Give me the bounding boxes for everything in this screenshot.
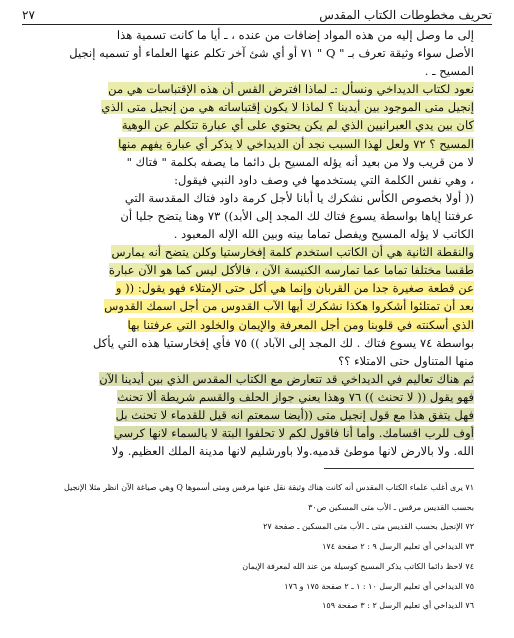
paragraph [36, 153, 474, 243]
paragraph [36, 80, 474, 152]
text-line: منها المتناول حتى الامتلاء ؟؟ [338, 353, 474, 368]
text-line: الأصل سواء وثيقة تعرف بـ " Q " ٧١ أو أي شئ آخر تكلم عنها العلماء أو تسميه إنجيل [69, 46, 474, 61]
footnote: ٧٤ لاحظ دائما الكاتب يذكر المسيح كوسيلة من عند الله لمعرفة الإيمان [242, 561, 474, 571]
footnote: ٧٣ الديداخي أي تعليم الرسل ٩ : ٢ صفحة ١٧٤ [322, 542, 474, 552]
footnote-separator [324, 468, 474, 469]
page-header [22, 6, 492, 25]
text-line: فهل يتفق هذا مع قول إنجيل متى ((أيضا سمعتم انه قيل للقدماء لا تحنث بل [115, 407, 474, 422]
footnote: ٧٦ الديداخي أي تعليم الرسل ٢ : ٣ صفحة ١٥٩ [322, 601, 474, 611]
text-line: لا من قريب ولا من بعيد أنه يؤله المسيح بل دائما ما يصفه بكلمة " فتاك " [126, 154, 474, 169]
text-line: نعود لكتاب الديداخي ونسأل :ـ لماذا افترض القس أن هذه الإقتباسات هي من [108, 82, 474, 97]
text-line: بواسطة ٧٤ يسوع فتاك . لك المجد إلى الآباد )) ٧٥ فأي إفخارستيا هذه التي يأكل [93, 335, 474, 350]
text-line: الذي أسكنته في قلوبنا ومن أجل المعرفة والإيمان والخلود التي عرفتنا بها [127, 317, 474, 332]
body-text [36, 26, 474, 460]
footnote: بحسب القديس مرقس ـ الأب متى المسكين ص٣٠ [308, 502, 474, 512]
text-line: إلى ما وصل إليه من هذه المواد إضافات من عنده ، ـ أيا ما كانت تسمية هذا [116, 28, 474, 42]
footnotes [40, 478, 474, 616]
text-line: الله. ولا بالارض لانها موطئ قدميه.ولا باورشليم لانها مدينة الملك العظيم. ولا [111, 444, 474, 459]
text-line: عرفتنا إياها بواسطة يسوع فتاك لك المجد إلى الأبد)) ٧٣ وهنا يتضح جليا أن [120, 208, 474, 223]
paragraph [36, 442, 474, 460]
text-line: كان بين يدي العبرانيين الذي لم يكن يحتوي على أي عبارة تتكلم عن الوهية [121, 118, 474, 133]
text-line: الكاتب لا يؤله المسيح ويفصل تماما بينه وبين الله الإله المعبود . [173, 227, 474, 242]
footnote: ٧١ يرى أغلب علماء الكتاب المقدس أنه كانت هناك وثيقة نقل عنها مرقس ومتى أسموها Q وهي صياغة الآن انظر مثلا الإنجيل [64, 483, 474, 492]
text-line: ثم هناك تعاليم في الديداخي قد تتعارض مع الكتاب المقدس الذي بين أيدينا الآن [99, 371, 474, 386]
text-line: عن قطعة صغيرة جدا من القربان وإنما هي أكل حتى الإمتلاء فهو يقول: (( و [115, 281, 474, 296]
footnote: ٧٢ الإنجيل بحسب القديس متى ـ الأب متى المسكين ـ صفحة ٢٧ [263, 522, 474, 532]
paragraph [36, 243, 474, 333]
text-line: فهو يقول (( لا تحنث )) ٧٦ وهذا يعني جواز الحلف والقسم شريطة ألا تحنث [117, 389, 474, 404]
text-line: بعد أن تمتلئوا أشكروا هكذا نشكرك أيها الآب القدوس من أجل اسمك القدوس [104, 299, 474, 314]
text-line: طقسا مختلفا تماما عما تمارسه الكنيسة الآن ، فالأكل ليس كما هو الآن عبارة [108, 263, 474, 278]
footnote: ٧٥ الديداخي أي تعليم الرسل ١٠ : ١ ـ ٢ صفحة ١٧٥ و ١٧٦ [284, 581, 474, 591]
paragraph [36, 26, 474, 80]
text-line: المسيح ـ . [424, 64, 474, 79]
running-title: تحريف مخطوطات الكتاب المقدس [319, 8, 492, 22]
paragraph [36, 370, 474, 442]
text-line: المسيح ؟ ٧٢ ولعل لهذا السبب نجد أن الديداخي لا يذكر أي عبارة يفهم منها [118, 136, 474, 151]
text-line: أوف للرب اقسامك. وأما أنا فاقول لكم لا تحلفوا البتة لا بالسماء لانها كرسي [113, 426, 474, 441]
text-line: إنجيل متى الموجود بين أيدينا ؟ لماذا لا يكون إقتباساته هي من إنجيل متى الذي [101, 100, 474, 115]
page-number: ٢٧ [22, 8, 35, 22]
text-line: (( أولا بخصوص الكأس نشكرك يا أبانا لأجل كرمة داود فتاك المقدسة التي [124, 190, 474, 205]
text-line: والنقطة الثانية هي أن الكاتب استخدم كلمة إفخارستيا وكلن يتضح أنه يمارس [111, 245, 474, 260]
paragraph [36, 334, 474, 370]
text-line: ، وهي نفس الكلمة التي يستخدمها في وصف داود النبي فيقول: [174, 172, 474, 187]
